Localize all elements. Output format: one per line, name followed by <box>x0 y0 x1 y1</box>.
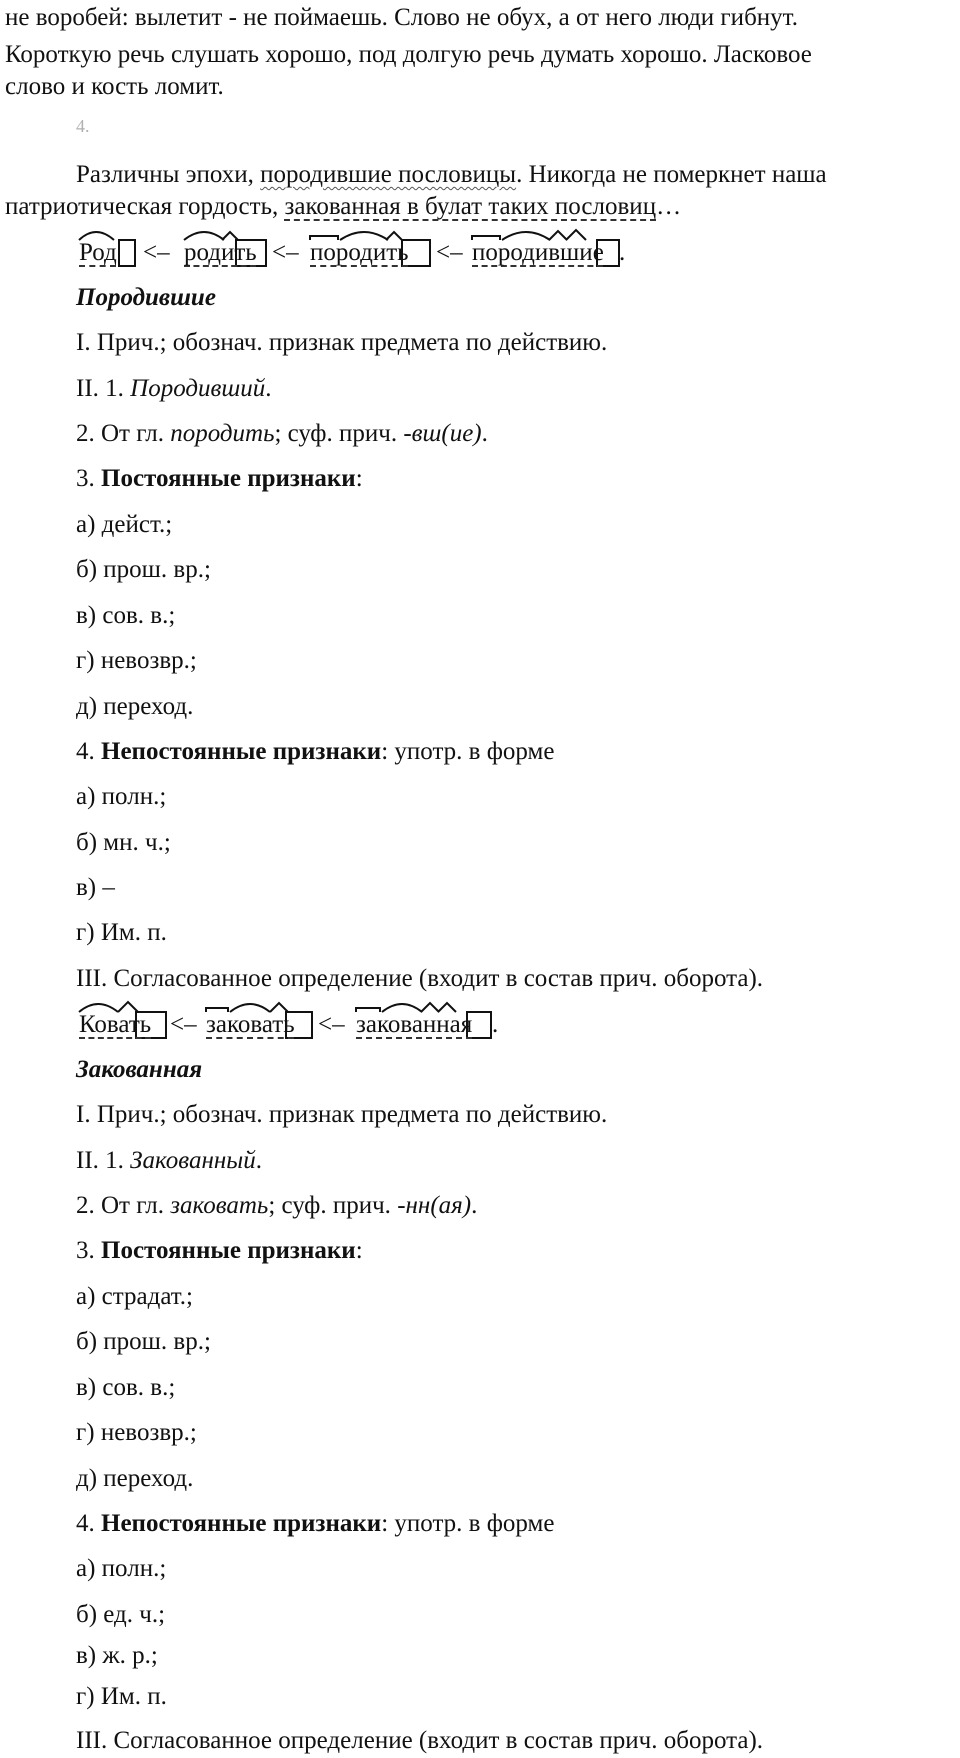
chain-arrow: <– <box>170 1011 197 1038</box>
parse-1-heading: Породившие <box>76 284 216 311</box>
parse-1-part-i: I. Прич.; обознач. признак предмета по действию. <box>76 329 608 356</box>
chain-word-zakovannaya: закованная <box>356 1011 473 1038</box>
text: Постоянные признаки <box>101 465 356 492</box>
parse-2-constant-e: д) переход. <box>76 1465 194 1492</box>
chain-end: . <box>492 1011 499 1038</box>
sentence-part: патриотическая гордость, <box>5 193 285 220</box>
parse-2-constant-a: а) страдат.; <box>76 1283 194 1310</box>
sentence-part: . Никогда не померкнет наша <box>516 161 827 188</box>
parse-2-derivation <box>76 1191 477 1221</box>
parse-1-variable-d: г) Им. п. <box>76 919 167 946</box>
text: . <box>255 1147 262 1174</box>
text: : употр. в форме <box>381 1510 555 1537</box>
chain-word-porodivshie: породившие <box>472 239 604 266</box>
intro-line-1: не воробей: вылетит - не поймаешь. Слово не обух, а от него люди гибнут. <box>5 4 798 31</box>
text: . <box>265 375 272 402</box>
parse-2-constant-c: в) сов. в.; <box>76 1374 176 1401</box>
parse-1-constant-a: а) дейст.; <box>76 511 173 538</box>
parse-2-variable-a: а) полн.; <box>76 1555 167 1582</box>
participial-phrase-wavy: породившие пословицы <box>260 161 517 188</box>
text: -вш(ие) <box>403 420 482 447</box>
parse-2-part-iii: III. Согласованное определение (входит в состав прич. оборота). <box>76 1727 764 1754</box>
sentence-part: … <box>656 193 682 220</box>
parse-2-part-i: I. Прич.; обознач. признак предмета по действию. <box>76 1101 608 1128</box>
text: 2. От гл. <box>76 1192 171 1219</box>
intro-line-3: слово и кость ломит. <box>5 73 224 100</box>
text: ; суф. прич. <box>274 420 404 447</box>
text: . <box>471 1192 478 1219</box>
parse-2-variable-d: г) Им. п. <box>76 1683 167 1710</box>
text: II. 1. <box>76 375 131 402</box>
parse-2-constant-d: г) невозвр.; <box>76 1419 197 1446</box>
parse-2-constant-heading <box>76 1236 363 1266</box>
chain-word-rodit: родить <box>184 239 257 266</box>
parse-1-constant-b: б) прош. вр.; <box>76 556 211 583</box>
parse-1-constant-c: в) сов. в.; <box>76 602 176 629</box>
participial-phrase-dashed: закованная в булат таких пословиц <box>284 193 657 220</box>
text: . <box>481 420 488 447</box>
text: 4. <box>76 1510 101 1537</box>
parse-1-constant-d: г) невозвр.; <box>76 647 197 674</box>
text: Непостоянные признаки <box>101 1510 382 1537</box>
intro-line-2: Короткую речь слушать хорошо, под долгую речь думать хорошо. Ласковое <box>5 41 812 68</box>
chain-word-porodit: породить <box>310 239 409 266</box>
text: -нн(ая) <box>397 1192 472 1219</box>
text: 2. От гл. <box>76 420 171 447</box>
text: : <box>355 465 363 492</box>
text: Закованный <box>130 1147 256 1174</box>
chain-word-rod: Род <box>79 239 117 266</box>
text: ; суф. прич. <box>268 1192 398 1219</box>
parse-1-part-iii: III. Согласованное определение (входит в состав прич. оборота). <box>76 965 764 992</box>
parse-2-variable-b: б) ед. ч.; <box>76 1601 166 1628</box>
chain-arrow: <– <box>272 239 299 266</box>
chain-word-kovat: Ковать <box>79 1011 152 1038</box>
text: : <box>355 1237 363 1264</box>
parse-1-variable-b: б) мн. ч.; <box>76 829 171 856</box>
text: породить <box>170 420 275 447</box>
parse-1-variable-c: в) – <box>76 874 115 901</box>
chain-word-zakovat: заковать <box>206 1011 295 1038</box>
parse-2-variable-c: в) ж. р.; <box>76 1642 158 1669</box>
text: Породивший <box>130 375 266 402</box>
parse-1-constant-e: д) переход. <box>76 693 194 720</box>
chain-arrow: <– <box>436 239 463 266</box>
sentence-part: Различны эпохи, <box>76 161 261 188</box>
chain-end: . <box>619 239 626 266</box>
text: Постоянные признаки <box>101 1237 356 1264</box>
chain-arrow: <– <box>318 1011 345 1038</box>
chain-arrow: <– <box>143 239 170 266</box>
parse-2-variable-heading <box>76 1509 554 1539</box>
parse-2-constant-b: б) прош. вр.; <box>76 1328 211 1355</box>
text: заковать <box>170 1192 269 1219</box>
parse-2-heading: Закованная <box>76 1056 203 1083</box>
text: 3. <box>76 1237 101 1264</box>
task-number: 4. <box>76 116 90 136</box>
text: 4. <box>76 738 101 765</box>
text: : употр. в форме <box>381 738 555 765</box>
text: 3. <box>76 465 101 492</box>
parse-2-initial-form <box>76 1146 262 1176</box>
text: II. 1. <box>76 1147 131 1174</box>
parse-1-variable-a: а) полн.; <box>76 783 167 810</box>
text: Непостоянные признаки <box>101 738 382 765</box>
